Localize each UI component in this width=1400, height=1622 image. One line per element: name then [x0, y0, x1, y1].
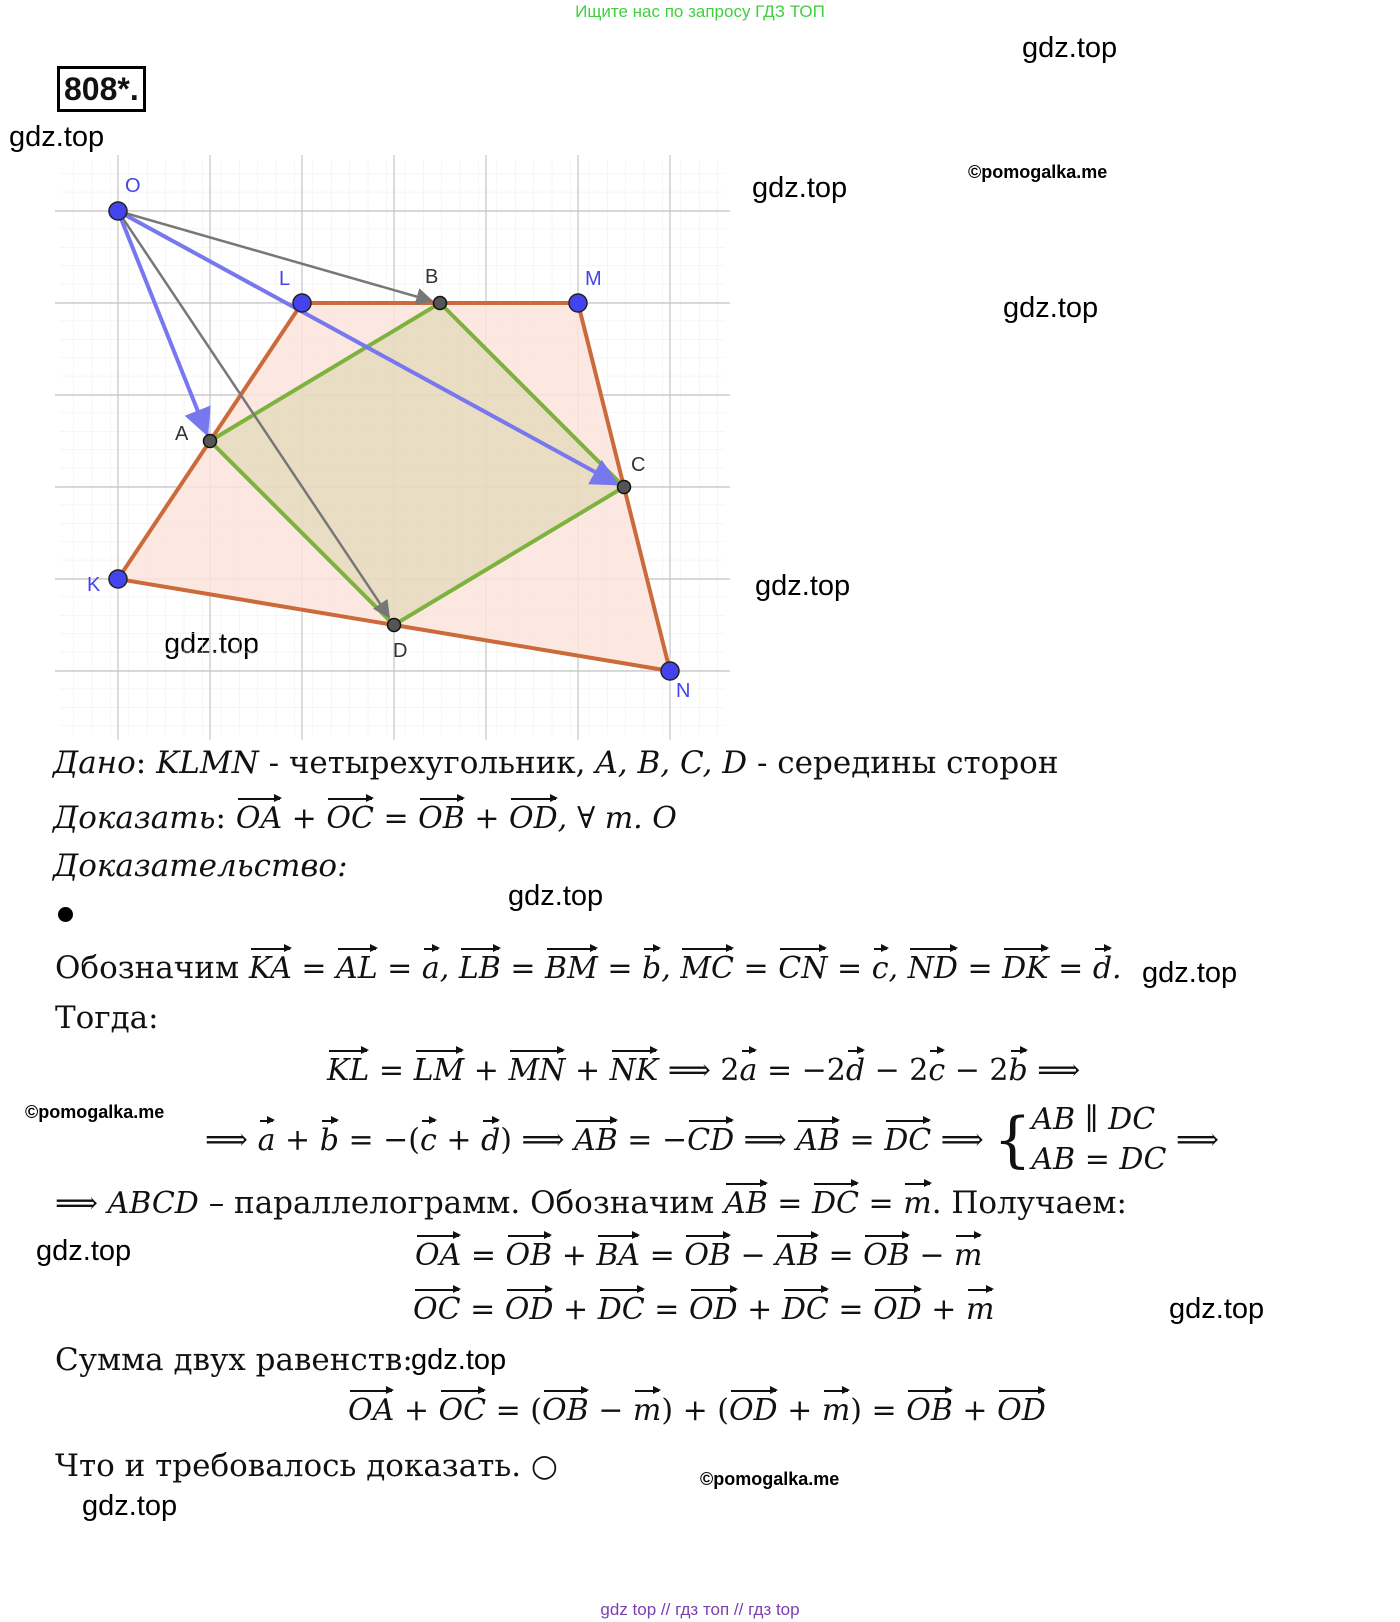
label-o: O: [125, 175, 141, 197]
watermark-gdz: gdz.top: [508, 880, 604, 912]
point-b: [434, 297, 447, 310]
bullet: [58, 907, 73, 922]
given-line: Дано: KLMN - четырехугольник, A, B, C, D - середины сторон: [53, 745, 1059, 781]
point-o: [109, 202, 127, 220]
watermark-gdz: gdz.top: [82, 1490, 178, 1522]
label-m: M: [585, 268, 602, 290]
point-d: [388, 619, 401, 632]
label-a: A: [175, 423, 189, 445]
conclusion-line: Что и требовалось доказать. ○: [55, 1448, 558, 1484]
equation-oa: OA = OB + BA = OB − AB = OB − m: [415, 1238, 983, 1273]
watermark-gdz: gdz.top: [1169, 1293, 1265, 1325]
watermark-gdz: gdz.top: [36, 1235, 132, 1267]
watermark-gdz: gdz.top: [1003, 292, 1099, 324]
top-banner: Ищите нас по запросу ГДЗ ТОП: [575, 2, 825, 21]
point-m: [569, 294, 587, 312]
equation-oc: OC = OD + DC = OD + DC = OD + m: [413, 1292, 995, 1327]
then-line: Тогда:: [55, 1000, 159, 1036]
equation-1: KL = LM + MN + NK ⟹ 2a = −2d − 2c − 2b ⟹: [327, 1053, 1081, 1088]
bottom-banner: gdz top // гдз топ // гдз top: [600, 1600, 800, 1619]
watermark-gdz: gdz.top: [752, 172, 848, 204]
point-c: [618, 481, 631, 494]
label-l: L: [279, 268, 291, 290]
point-a: [204, 435, 217, 448]
notation-line: Обозначим KA = AL = a, LB = BM = b, MC = CN = c, ND = DK = d.: [55, 950, 1122, 986]
watermark-pomogalka: ©pomogalka.me: [25, 1102, 165, 1122]
watermark-gdz: gdz.top: [411, 1344, 507, 1376]
label-d: D: [393, 640, 408, 662]
watermark-gdz: gdz.top: [9, 121, 105, 153]
label-c: C: [631, 454, 646, 476]
watermark-gdz: gdz.top: [1022, 32, 1118, 64]
label-n: N: [676, 680, 691, 702]
proof-heading: Доказательство:: [53, 848, 348, 884]
point-n: [661, 662, 679, 680]
point-k: [109, 570, 127, 588]
point-l: [293, 294, 311, 312]
watermark-pomogalka: ©pomogalka.me: [700, 1469, 840, 1489]
watermark-pomogalka: ©pomogalka.me: [968, 162, 1108, 182]
watermark-gdz: gdz.top: [1142, 957, 1238, 989]
label-b: B: [425, 266, 439, 288]
equation-2: ⟹ a + b = −(c + d) ⟹ AB = −CD ⟹ AB = DC ⟹ {AB ∥ DC AB = DC ⟹: [205, 1102, 1219, 1177]
equation-sum: OA + OC = (OB − m) + (OD + m) = OB + OD: [348, 1393, 1046, 1428]
geometry-figure: [55, 155, 730, 740]
sum-line: Сумма двух равенств:: [55, 1342, 413, 1378]
problem-number: 808*.: [57, 66, 146, 112]
prove-line: Доказать: OA + OC = OB + OD, ∀ т. O: [53, 800, 677, 836]
parallelogram-line: ⟹ ABCD – параллелограмм. Обозначим AB = DC = m. Получаем:: [55, 1185, 1127, 1221]
watermark-gdz: gdz.top: [755, 570, 851, 602]
label-k: K: [87, 574, 101, 596]
